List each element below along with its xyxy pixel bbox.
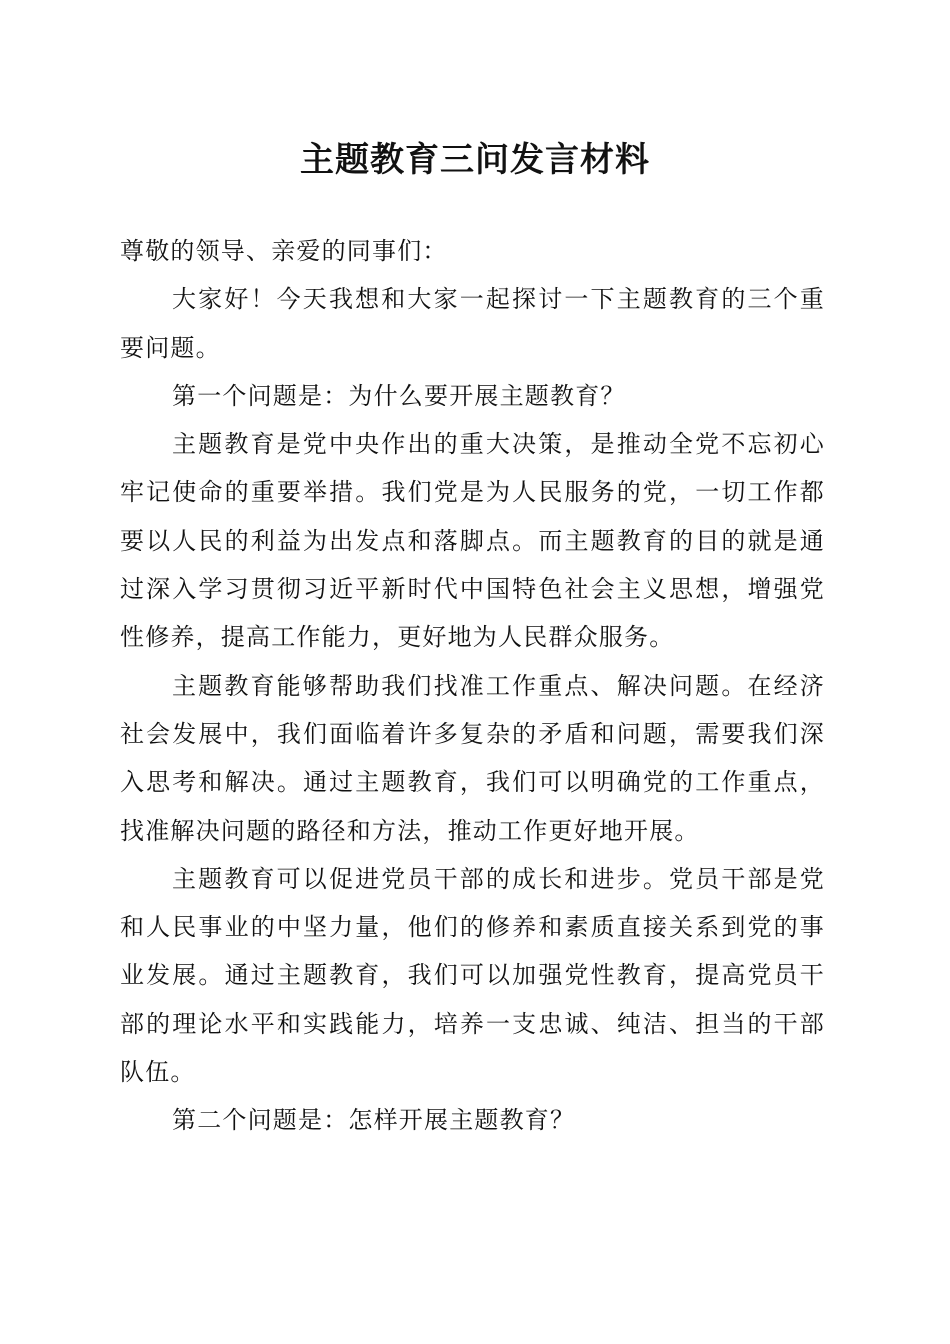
question-two-heading: 第二个问题是：怎样开展主题教育？ bbox=[172, 1106, 576, 1135]
salutation: 尊敬的领导、亲爱的同事们： bbox=[120, 237, 448, 265]
paragraph: 主题教育是党中央作出的重大决策，是推动全党不忘初心牢记使命的重要举措。我们党是为人民服务的党，一切工作都要以人民的利益为出发点和落脚点。而主题教育的目的就是通过深入学习贯彻习近平新时代中国特色社会主义思想，增强党性修养，提高工作能力，更好地为人民群众服务。 bbox=[120, 430, 825, 652]
paragraph: 主题教育可以促进党员干部的成长和进步。党员干部是党和人民事业的中坚力量，他们的修养和素质直接关系到党的事业发展。通过主题教育，我们可以加强党性教育，提高党员干部的理论水平和实践能力，培养一支忠诚、纯洁、担当的干部队伍。 bbox=[120, 864, 825, 1087]
document-title: 主题教育三问发言材料 bbox=[300, 140, 650, 180]
question-one-heading: 第一个问题是：为什么要开展主题教育？ bbox=[172, 381, 626, 410]
paragraph-greeting: 大家好！今天我想和大家一起探讨一下主题教育的三个重要问题。 bbox=[120, 285, 825, 362]
document-body bbox=[120, 227, 825, 1145]
paragraph: 主题教育能够帮助我们找准工作重点、解决问题。在经济社会发展中，我们面临着许多复杂的矛盾和问题，需要我们深入思考和解决。通过主题教育，我们可以明确党的工作重点，找准解决问题的路径和方法，推动工作更好地开展。 bbox=[120, 671, 825, 845]
